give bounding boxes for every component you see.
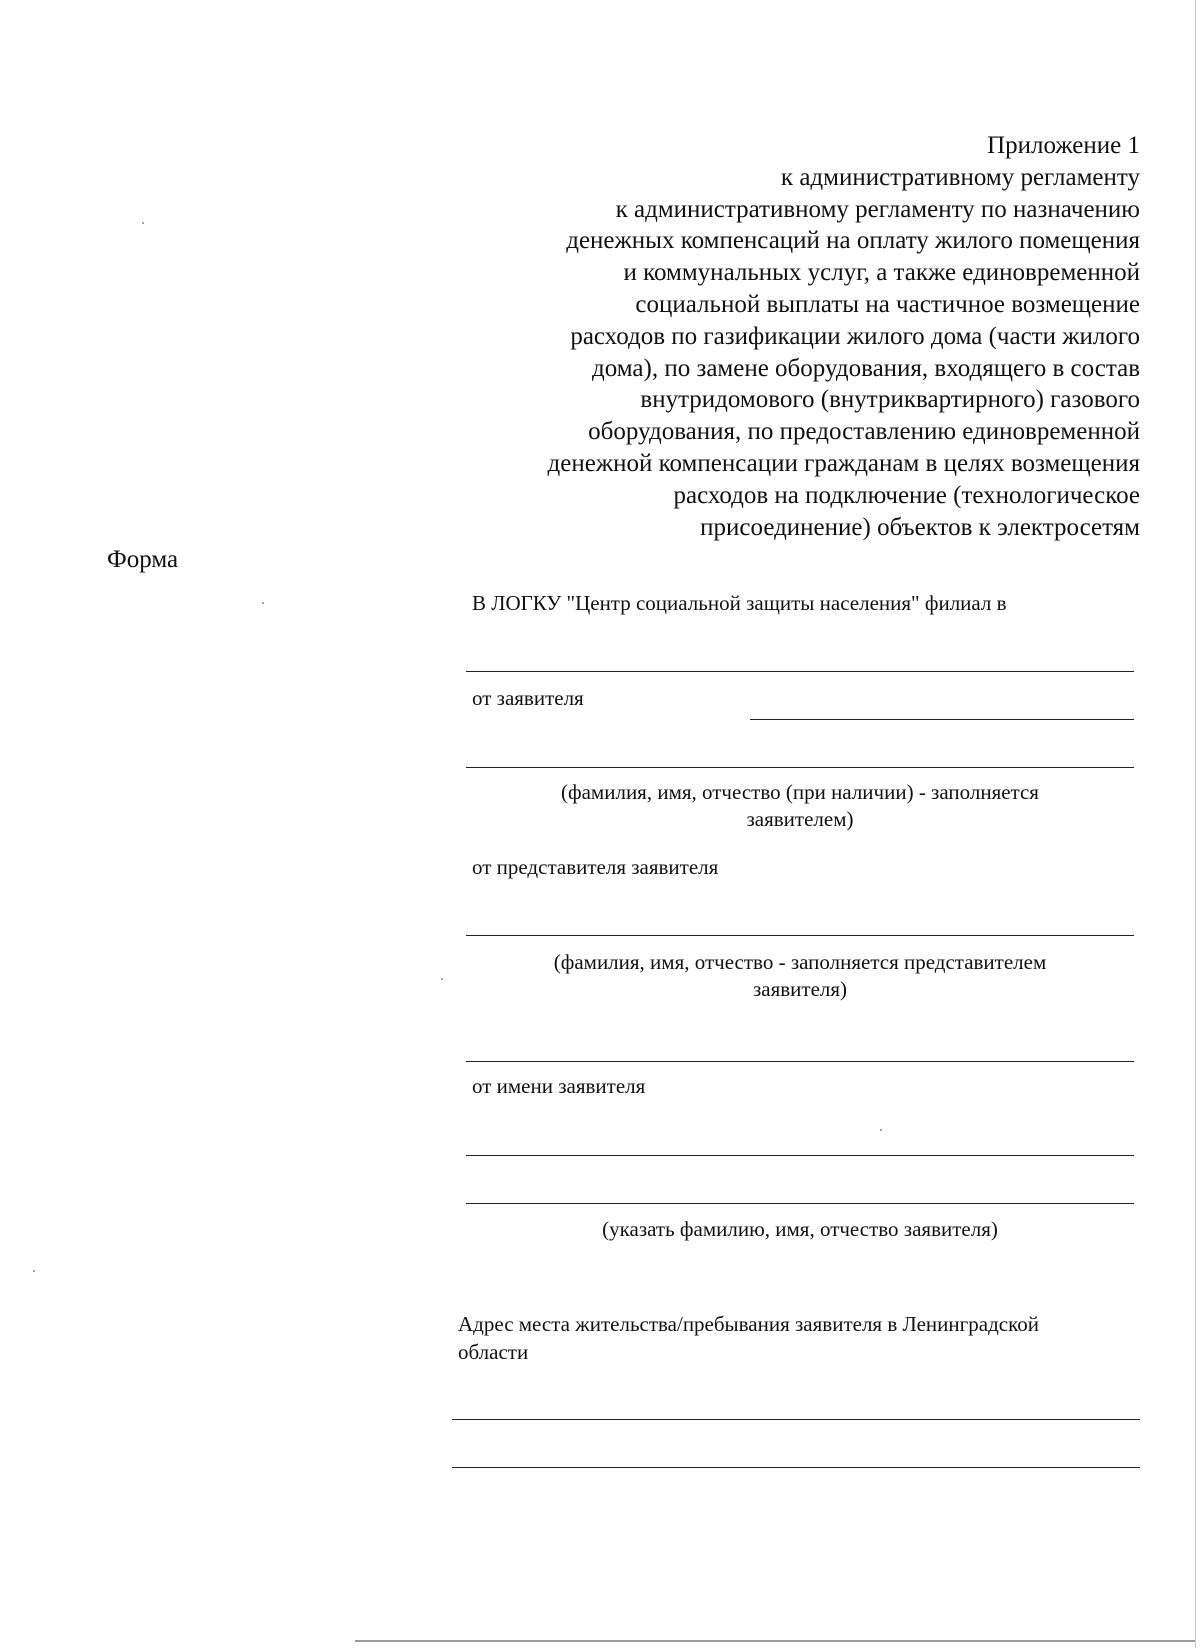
scan-speck bbox=[142, 222, 144, 224]
address-label-line: Адрес места жительства/пребывания заявителя в Ленинградской bbox=[458, 1312, 1039, 1336]
appendix-line: расходов на подключение (технологическое bbox=[673, 481, 1140, 509]
applicant-caption bbox=[466, 779, 1134, 833]
appendix-heading bbox=[440, 130, 1140, 543]
on-behalf-name-line[interactable] bbox=[466, 1155, 1134, 1156]
appendix-line: оборудования, по предоставлению единовременной bbox=[588, 418, 1140, 446]
scan-speck bbox=[880, 1129, 882, 1131]
applicant-caption-line: (фамилия, имя, отчество (при наличии) - заполняется bbox=[561, 780, 1039, 804]
representative-caption-line: (фамилия, имя, отчество - заполняется представителем bbox=[553, 950, 1047, 974]
scan-edge-right bbox=[1195, 0, 1196, 1648]
appendix-line: дома), по замене оборудования, входящего в состав bbox=[592, 354, 1140, 382]
scan-speck bbox=[262, 602, 264, 604]
scan-edge-bottom bbox=[355, 1640, 1195, 1642]
appendix-line: социальной выплаты на частичное возмещение bbox=[635, 290, 1140, 318]
applicant-name-line-2[interactable] bbox=[466, 767, 1134, 768]
scan-speck bbox=[33, 1270, 35, 1272]
appendix-line: к административному регламенту bbox=[780, 163, 1140, 191]
appendix-line: денежной компенсации гражданам в целях возмещения bbox=[547, 449, 1140, 477]
on-behalf-caption bbox=[466, 1216, 1134, 1243]
applicant-caption-line: заявителем) bbox=[746, 807, 854, 831]
recipient-branch-line[interactable] bbox=[466, 671, 1134, 672]
appendix-line: Приложение 1 bbox=[987, 132, 1140, 159]
representative-label: от представителя заявителя bbox=[472, 855, 719, 879]
representative-caption bbox=[466, 949, 1134, 1003]
appendix-line: денежных компенсаций на оплату жилого помещения bbox=[566, 227, 1140, 255]
applicant-label: от заявителя bbox=[472, 686, 584, 710]
appendix-line: присоединение) объектов к электросетям bbox=[700, 513, 1140, 541]
scan-speck bbox=[441, 978, 443, 980]
address-line[interactable] bbox=[452, 1419, 1140, 1420]
appendix-line: и коммунальных услуг, а также единовременной bbox=[623, 259, 1140, 287]
applicant-name-line[interactable] bbox=[750, 719, 1134, 720]
representative-name-line[interactable] bbox=[466, 935, 1134, 936]
on-behalf-name-line-2[interactable] bbox=[466, 1203, 1134, 1204]
address-label bbox=[458, 1310, 1039, 1366]
form-label: Форма bbox=[107, 546, 179, 573]
on-behalf-label: от имени заявителя bbox=[472, 1074, 646, 1098]
appendix-line: к административному регламенту по назначению bbox=[615, 195, 1140, 223]
address-line-2[interactable] bbox=[452, 1467, 1140, 1468]
recipient-text: В ЛОГКУ "Центр социальной защиты населения" филиал в bbox=[472, 591, 1007, 615]
on-behalf-caption-line: (указать фамилию, имя, отчество заявителя) bbox=[602, 1217, 998, 1241]
address-label-line: области bbox=[458, 1340, 529, 1364]
representative-caption-line: заявителя) bbox=[752, 977, 848, 1001]
appendix-line: расходов по газификации жилого дома (части жилого bbox=[570, 322, 1140, 350]
appendix-line: внутридомового (внутриквартирного) газового bbox=[640, 386, 1140, 414]
representative-extra-line[interactable] bbox=[466, 1061, 1134, 1062]
